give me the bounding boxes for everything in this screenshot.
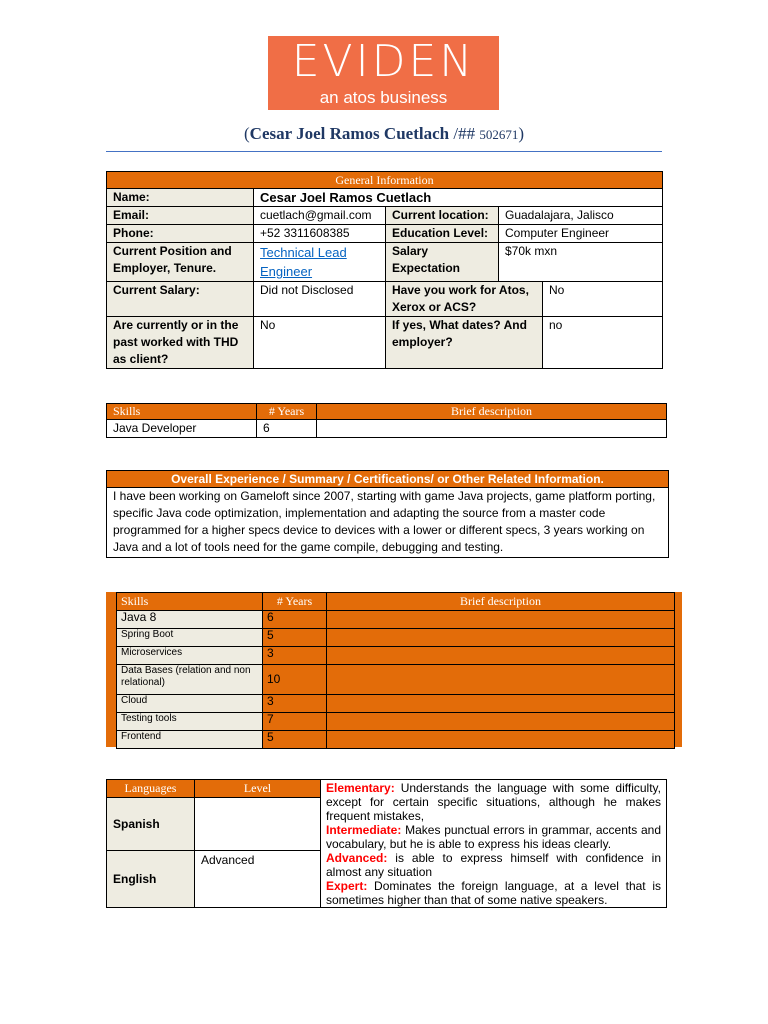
dates-label: If yes, What dates? And employer? (386, 317, 543, 369)
location-value: Guadalajara, Jalisco (499, 207, 663, 225)
table-row (117, 731, 675, 749)
candidate-header (106, 124, 662, 144)
overall-experience-table (106, 470, 669, 558)
description2-header: Brief description (327, 593, 675, 611)
def-term: Advanced: (326, 851, 388, 865)
logo-wordmark: EVIDEN (291, 36, 476, 87)
years-cell: 6 (263, 611, 327, 629)
atos-value: No (543, 282, 663, 317)
skill-cell: Java Developer (107, 420, 257, 438)
skills-summary-table (106, 403, 667, 438)
table-row (117, 665, 675, 695)
email-value: cuetlach@gmail.com (254, 207, 386, 225)
description-cell (327, 713, 675, 731)
level-cell (195, 798, 321, 851)
def-term: Elementary: (326, 781, 395, 795)
position-label: Current Position and Employer, Tenure. (107, 243, 254, 282)
skill-cell: Microservices (117, 647, 263, 665)
phone-label: Phone: (107, 225, 254, 243)
skills-header: Skills (107, 404, 257, 420)
skill-cell: Spring Boot (117, 629, 263, 647)
description-cell (327, 611, 675, 629)
paren-open: ( (244, 124, 250, 143)
candidate-name-title: Cesar Joel Ramos Cuetlach (249, 124, 450, 143)
years-cell: 5 (263, 731, 327, 749)
level-cell: Advanced (195, 851, 321, 908)
header-divider (106, 151, 662, 152)
table-row (117, 629, 675, 647)
years-cell: 3 (263, 647, 327, 665)
description-cell (327, 695, 675, 713)
years2-header: # Years (263, 593, 327, 611)
def-text: Makes punctual errors in grammar, accents and vocabulary, but he is able to express his ideas clearly. (326, 823, 661, 851)
skill-cell: Testing tools (117, 713, 263, 731)
general-info-title: General Information (107, 172, 663, 189)
years-cell: 6 (257, 420, 317, 438)
skills2-header: Skills (117, 593, 263, 611)
dates-value: no (543, 317, 663, 369)
overall-body: I have been working on Gameloft since 2007, starting with game Java projects, game platform porting, specific Java code optimization, implementation and adapting the source from a master code programmed for a higher specs device to devices with a lower or different specs, 3 years working on Java and a lot of tools need for the game compile, debugging and testing. (107, 488, 669, 558)
atos-label: Have you work for Atos, Xerox or ACS? (386, 282, 543, 317)
skill-cell: Cloud (117, 695, 263, 713)
def-text: Understands the language with some difficulty, except for certain specific situations, although he makes frequent mistakes, (326, 781, 661, 823)
skill-cell: Frontend (117, 731, 263, 749)
def-text: Dominates the foreign language, at a level that is sometimes higher than that of some native speakers. (326, 879, 661, 907)
years-cell: 7 (263, 713, 327, 731)
table-row (117, 695, 675, 713)
name-value: Cesar Joel Ramos Cuetlach (254, 189, 663, 207)
phone-value: +52 3311608385 (254, 225, 386, 243)
thd-label: Are currently or in the past worked with THD as client? (107, 317, 254, 369)
logo-tagline: an atos business (319, 88, 448, 107)
current-salary-label: Current Salary: (107, 282, 254, 317)
language-cell: English (107, 851, 195, 908)
years-cell: 10 (263, 665, 327, 695)
salary-expectation-value: $70k mxn (499, 243, 663, 282)
def-term: Expert: (326, 879, 368, 893)
description-cell (327, 665, 675, 695)
position-link[interactable]: Technical Lead Engineer (254, 243, 386, 282)
description-cell (327, 647, 675, 665)
thd-value: No (254, 317, 386, 369)
paren-close: ) (518, 124, 524, 143)
level-definitions (321, 780, 667, 908)
location-label: Current location: (386, 207, 499, 225)
years-cell: 5 (263, 629, 327, 647)
description-cell (327, 731, 675, 749)
eviden-logo (268, 36, 499, 110)
description-header: Brief description (317, 404, 667, 420)
skill-cell: Java 8 (117, 611, 263, 629)
def-term: Intermediate: (326, 823, 402, 837)
description-cell (327, 629, 675, 647)
overall-title: Overall Experience / Summary / Certifications/ or Other Related Information. (107, 471, 669, 488)
candidate-id: 502671 (479, 127, 519, 142)
email-label: Email: (107, 207, 254, 225)
years-header: # Years (257, 404, 317, 420)
skill-cell: Data Bases (relation and non relational) (117, 665, 263, 695)
education-value: Computer Engineer (499, 225, 663, 243)
level-header: Level (195, 780, 321, 798)
table-row (117, 647, 675, 665)
language-cell: Spanish (107, 798, 195, 851)
current-salary-value: Did not Disclosed (254, 282, 386, 317)
years-cell: 3 (263, 695, 327, 713)
name-label: Name: (107, 189, 254, 207)
salary-expectation-label: Salary Expectation (386, 243, 499, 282)
general-info-table (106, 171, 663, 369)
description-cell (317, 420, 667, 438)
id-separator: /## (449, 124, 480, 143)
def-text: is able to express himself with confidence in almost any situation (326, 851, 661, 879)
education-label: Education Level: (386, 225, 499, 243)
languages-table (106, 779, 667, 908)
table-row (117, 611, 675, 629)
table-row (117, 713, 675, 731)
languages-header: Languages (107, 780, 195, 798)
skills-detail-table (116, 592, 675, 749)
